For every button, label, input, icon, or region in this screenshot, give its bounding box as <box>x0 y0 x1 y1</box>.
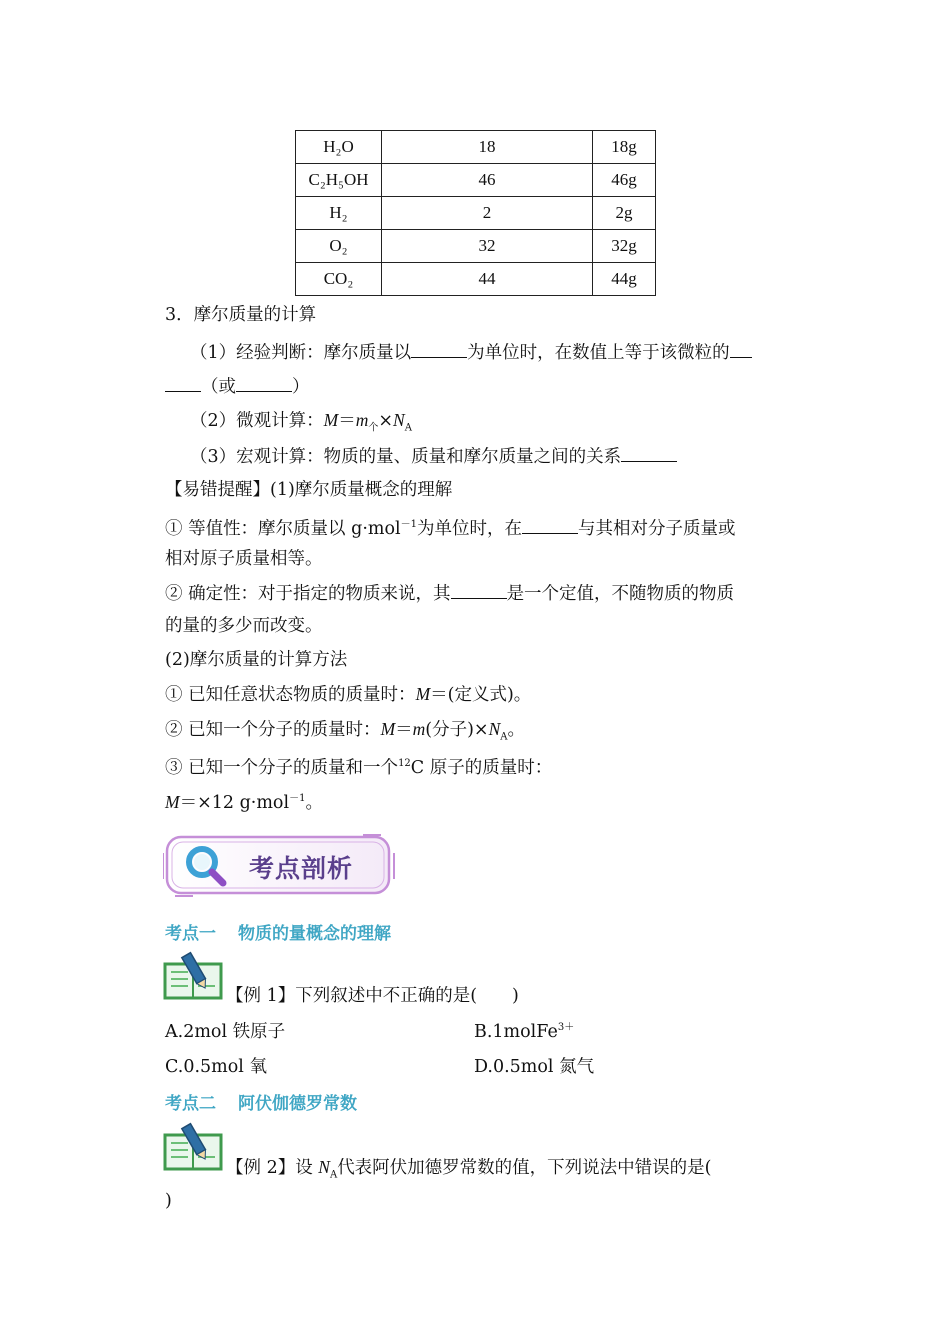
blank <box>522 515 578 534</box>
cell-relative-mass: 32 <box>382 230 593 263</box>
item-1: （1）经验判断：摩尔质量以 为单位时，在数值上等于该微粒的 <box>190 339 752 365</box>
book-pencil-icon <box>163 1121 223 1173</box>
table-row <box>296 230 656 263</box>
cell-mass: 46g <box>593 164 656 197</box>
cell-relative-mass: 44 <box>382 263 593 296</box>
item-3: （3）宏观计算：物质的量、质量和摩尔质量之间的关系 <box>190 443 677 469</box>
example-2-stem-cont: ) <box>165 1191 172 1211</box>
book-pencil-icon <box>163 950 223 1002</box>
cell-mass: 2g <box>593 197 656 230</box>
cell-formula: H₂ <box>296 197 382 230</box>
molar-mass-table <box>295 130 656 296</box>
kp2-heading: 考点二 阿伏伽德罗常数 <box>165 1094 357 1114</box>
cell-formula: H₂O <box>296 131 382 164</box>
cell-mass: 32g <box>593 230 656 263</box>
reminder-p1-cont: 相对原子质量相等。 <box>165 549 323 569</box>
table-row <box>296 263 656 296</box>
cell-relative-mass: 46 <box>382 164 593 197</box>
cell-mass: 18g <box>593 131 656 164</box>
blank <box>411 339 467 358</box>
reminder-title: 【易错提醒】(1)摩尔质量概念的理解 <box>165 480 453 500</box>
cell-formula: O₂ <box>296 230 382 263</box>
method-2: ② 已知一个分子的质量时：M＝m(分子)$\times N_A$。 <box>165 719 526 743</box>
reminder-sub2: (2)摩尔质量的计算方法 <box>165 650 348 670</box>
cell-formula: CO₂ <box>296 263 382 296</box>
option-c[interactable]: C.0.5mol 氧 <box>165 1057 267 1077</box>
reminder-p2: ② 确定性：对于指定的物质来说，其 是一个定值，不随物质的物质 <box>165 580 734 606</box>
blank <box>165 373 201 392</box>
method-1: ① 已知任意状态物质的质量时：M＝(定义式)。 <box>165 684 532 705</box>
table-row <box>296 131 656 164</box>
table-row <box>296 197 656 230</box>
blank <box>451 580 507 599</box>
method-3-formula: M＝×12 g·mol$^{-1}$。 <box>165 791 323 813</box>
example-1-stem: 【例 1】下列叙述中不正确的是( ) <box>226 986 519 1006</box>
section-3-title: 3．摩尔质量的计算 <box>165 305 317 325</box>
section-banner <box>163 833 395 899</box>
cell-formula: C₂H₅OH <box>296 164 382 197</box>
option-d[interactable]: D.0.5mol 氮气 <box>474 1057 595 1077</box>
option-a[interactable]: A.2mol 铁原子 <box>165 1022 286 1042</box>
banner-title: 考点剖析 <box>249 854 354 883</box>
magnifier-icon <box>181 840 233 892</box>
blank <box>236 373 292 392</box>
blank <box>730 339 752 358</box>
reminder-p2-cont: 的量的多少而改变。 <box>165 616 323 636</box>
kp1-heading: 考点一 物质的量概念的理解 <box>165 924 391 944</box>
cell-relative-mass: 18 <box>382 131 593 164</box>
blank <box>621 443 677 462</box>
table-row <box>296 164 656 197</box>
cell-relative-mass: 2 <box>382 197 593 230</box>
item-2: （2）微观计算：$M=m_个\times N_A$ <box>190 410 412 434</box>
item-1-cont: （或 ） <box>165 373 310 399</box>
example-2-stem: 【例 2】设 $N_A$代表阿伏加德罗常数的值，下列说法中错误的是( <box>226 1157 712 1181</box>
method-3: ③ 已知一个分子的质量和一个$^{12}$C 原子的质量时： <box>165 757 553 778</box>
reminder-p1: ① 等值性：摩尔质量以 g·mol$^{-1}$为单位时，在 与其相对分子质量或 <box>165 513 736 541</box>
cell-mass: 44g <box>593 263 656 296</box>
option-b[interactable]: B.1molFe$^{3+}$ <box>474 1021 575 1042</box>
